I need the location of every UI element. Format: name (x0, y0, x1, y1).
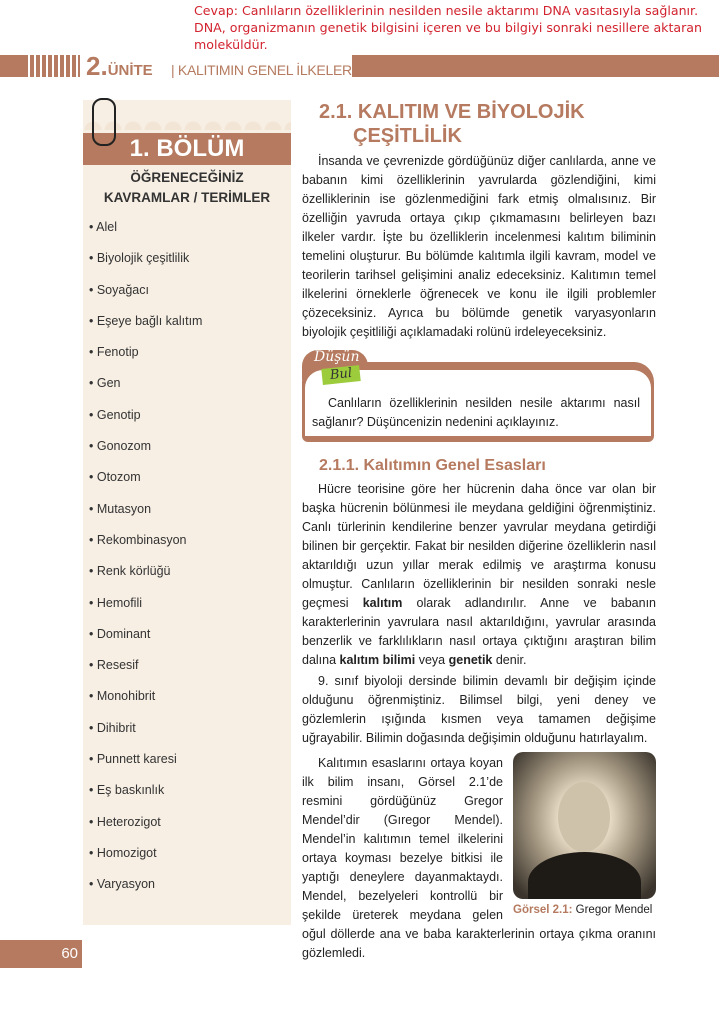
unit-title: | KALITIMIN GENEL İLKELERİ (171, 62, 356, 78)
think-find-box (302, 350, 654, 446)
term-item: • Homozigot (89, 845, 157, 860)
figure-caption (513, 903, 656, 917)
sidebar-heading-line2: KAVRAMLAR / TERİMLER (103, 190, 271, 205)
term-item: • Soyağacı (89, 282, 149, 297)
unit-number (86, 53, 153, 84)
term-item: • Eşeye bağlı kalıtım (89, 313, 203, 328)
unit-number-text: 2. (86, 51, 108, 81)
intro-paragraph: İnsanda ve çevrenizde gördüğünüz diğer canlılarda, anne ve babanın kimi özelliklerinin yavrularda gözlendiğini, kimi özelliklerinin ise gözlenmediğini fark etmiş olmalısınız. Bir özelliğin yavruda ortaya çıkıp çıkmamasını belirleyen bazı ilkeler vardır. İşte bu özelliklerin incelenmesi kalıtım biliminin temelini oluşturur. Bu bölümde kalıtımla ilgili kavram, model ve teorilerin tarihsel gelişimini analiz edeceksiniz. Kalıtımın temel ilkelerini örneklerle öğrenecek ve konu ile ilgili problemler çözeceksiniz. Ayrıca bu bölümde genetik varyasyonların biyolojik çeşitliliği açıklamadaki rolünü irdeleyeceksiniz. (302, 154, 656, 339)
main-column (302, 100, 656, 963)
term-item: • Dihibrit (89, 720, 136, 735)
question-text: Canlıların özelliklerinin nesilden nesile aktarımı nasıl sağlanır? Düşüncenizin nedenini açıklayınız. (312, 396, 640, 429)
unit-label: ÜNİTE (107, 62, 153, 79)
paperclip-icon (92, 98, 116, 146)
subsection-title: 2.1.1. Kalıtımın Genel Esasları (319, 457, 546, 474)
term-item: • Eş baskınlık (89, 783, 165, 798)
term-item: • Hemofili (89, 595, 142, 610)
figure-label: Görsel 2.1: (513, 904, 573, 916)
header-stripes (30, 55, 80, 77)
section-title-line2: ÇEŞİTLİLİK (353, 125, 462, 147)
term-item: • Monohibrit (89, 689, 156, 704)
term-item: • Gen (89, 376, 121, 391)
sidebar-heading (83, 168, 291, 208)
term-item: • Genotip (89, 407, 141, 422)
mendel-portrait (513, 752, 656, 899)
sidebar-heading-line1: ÖĞRENECEĞİNİZ (130, 170, 244, 185)
term-item: • Varyasyon (89, 877, 155, 892)
sidebar-terms (83, 100, 291, 925)
term-item: • Rekombinasyon (89, 532, 187, 547)
term-item: • Fenotip (89, 345, 139, 360)
term-item: • Mutasyon (89, 501, 152, 516)
term-item: • Otozom (89, 470, 141, 485)
figure (513, 752, 656, 917)
section-title (302, 100, 656, 148)
figure-caption-text: Gregor Mendel (572, 904, 653, 916)
term-item: • Alel (89, 220, 118, 234)
term-item: • Resesif (89, 658, 139, 673)
page-number-text: 60 (61, 945, 78, 962)
term-item: • Renk körlüğü (89, 564, 171, 579)
find-label: Bul (321, 365, 361, 385)
paragraph-3: Kalıtımın esaslarını ortaya koyan ilk bilim insanı, Görsel 2.1’de resmini gördüğünüz Gregor Mendel’dir (Gıregor Mendel). Mendel’in kalıtımın temel ilkelerini ortaya koyması bezelye bitkisi ile yaptığı deneylere dayanmaktaydı. Mendel, bezelyeleri kontrollü bir şekilde üreterek meydana gelen oğul döllerde ana ve baba karakterlerinin ortaya çıkma oranını gözlemledi. (302, 756, 656, 960)
term-item: • Biyolojik çeşitlilik (89, 251, 190, 266)
think-label: Düşün (314, 349, 360, 365)
section-title-line1: 2.1. KALITIM VE BİYOLOJİK (319, 101, 585, 123)
term-item: • Punnett karesi (89, 752, 177, 767)
answer-note: Cevap: Canlıların özelliklerinin nesilden nesile aktarımı DNA vasıtasıyla sağlanır. DNA, organizmanın genetik bilgisini içeren ve bu bilgiyi sonraki nesillere aktaran moleküldür. (194, 3, 702, 52)
chapter-label: 1. BÖLÜM (83, 133, 291, 165)
paragraph-1: Hücre teorisine göre her hücrenin daha önce var olan bir başka hücrenin bölünmesi ile meydana geldiğini öğrenmiştiniz. Canlı türlerinin kendilerine benzer yavrular meydana getirdiği bilinen bir gerçektir. Fakat bir nesilden diğerine özelliklerin nasıl aktarıldığı uzun yıllar merak edilmiş ve araştırma konusu olmuştur. Canlıların özelliklerinin bir nesilden sonraki nesle geçmesi kalıtım olarak adlandırılır. Anne ve babanın karakterlerinin yavrulara nasıl aktarıldığını, yavrular arasında benzerlik ve farklılıkların nasıl ortaya çıktığını araştıran bilim dalına kalıtım bilimi veya genetik denir. (302, 482, 656, 667)
page-number (0, 940, 82, 968)
term-item: • Gonozom (89, 439, 152, 454)
paragraph-2: 9. sınıf biyoloji dersinde bilimin devamlı bir değişim içinde olduğunu öğrenmiştiniz. Bilimsel bilgi, yeni deney ve gözlemlerin ışığında kısmen veya tamamen değişime uğrayabilir. Bilimin doğasında değişimin olduğunu hatırlayalım. (302, 674, 656, 745)
term-item: • Dominant (89, 626, 151, 641)
term-item: • Heterozigot (89, 814, 161, 829)
terms-list (89, 219, 202, 908)
